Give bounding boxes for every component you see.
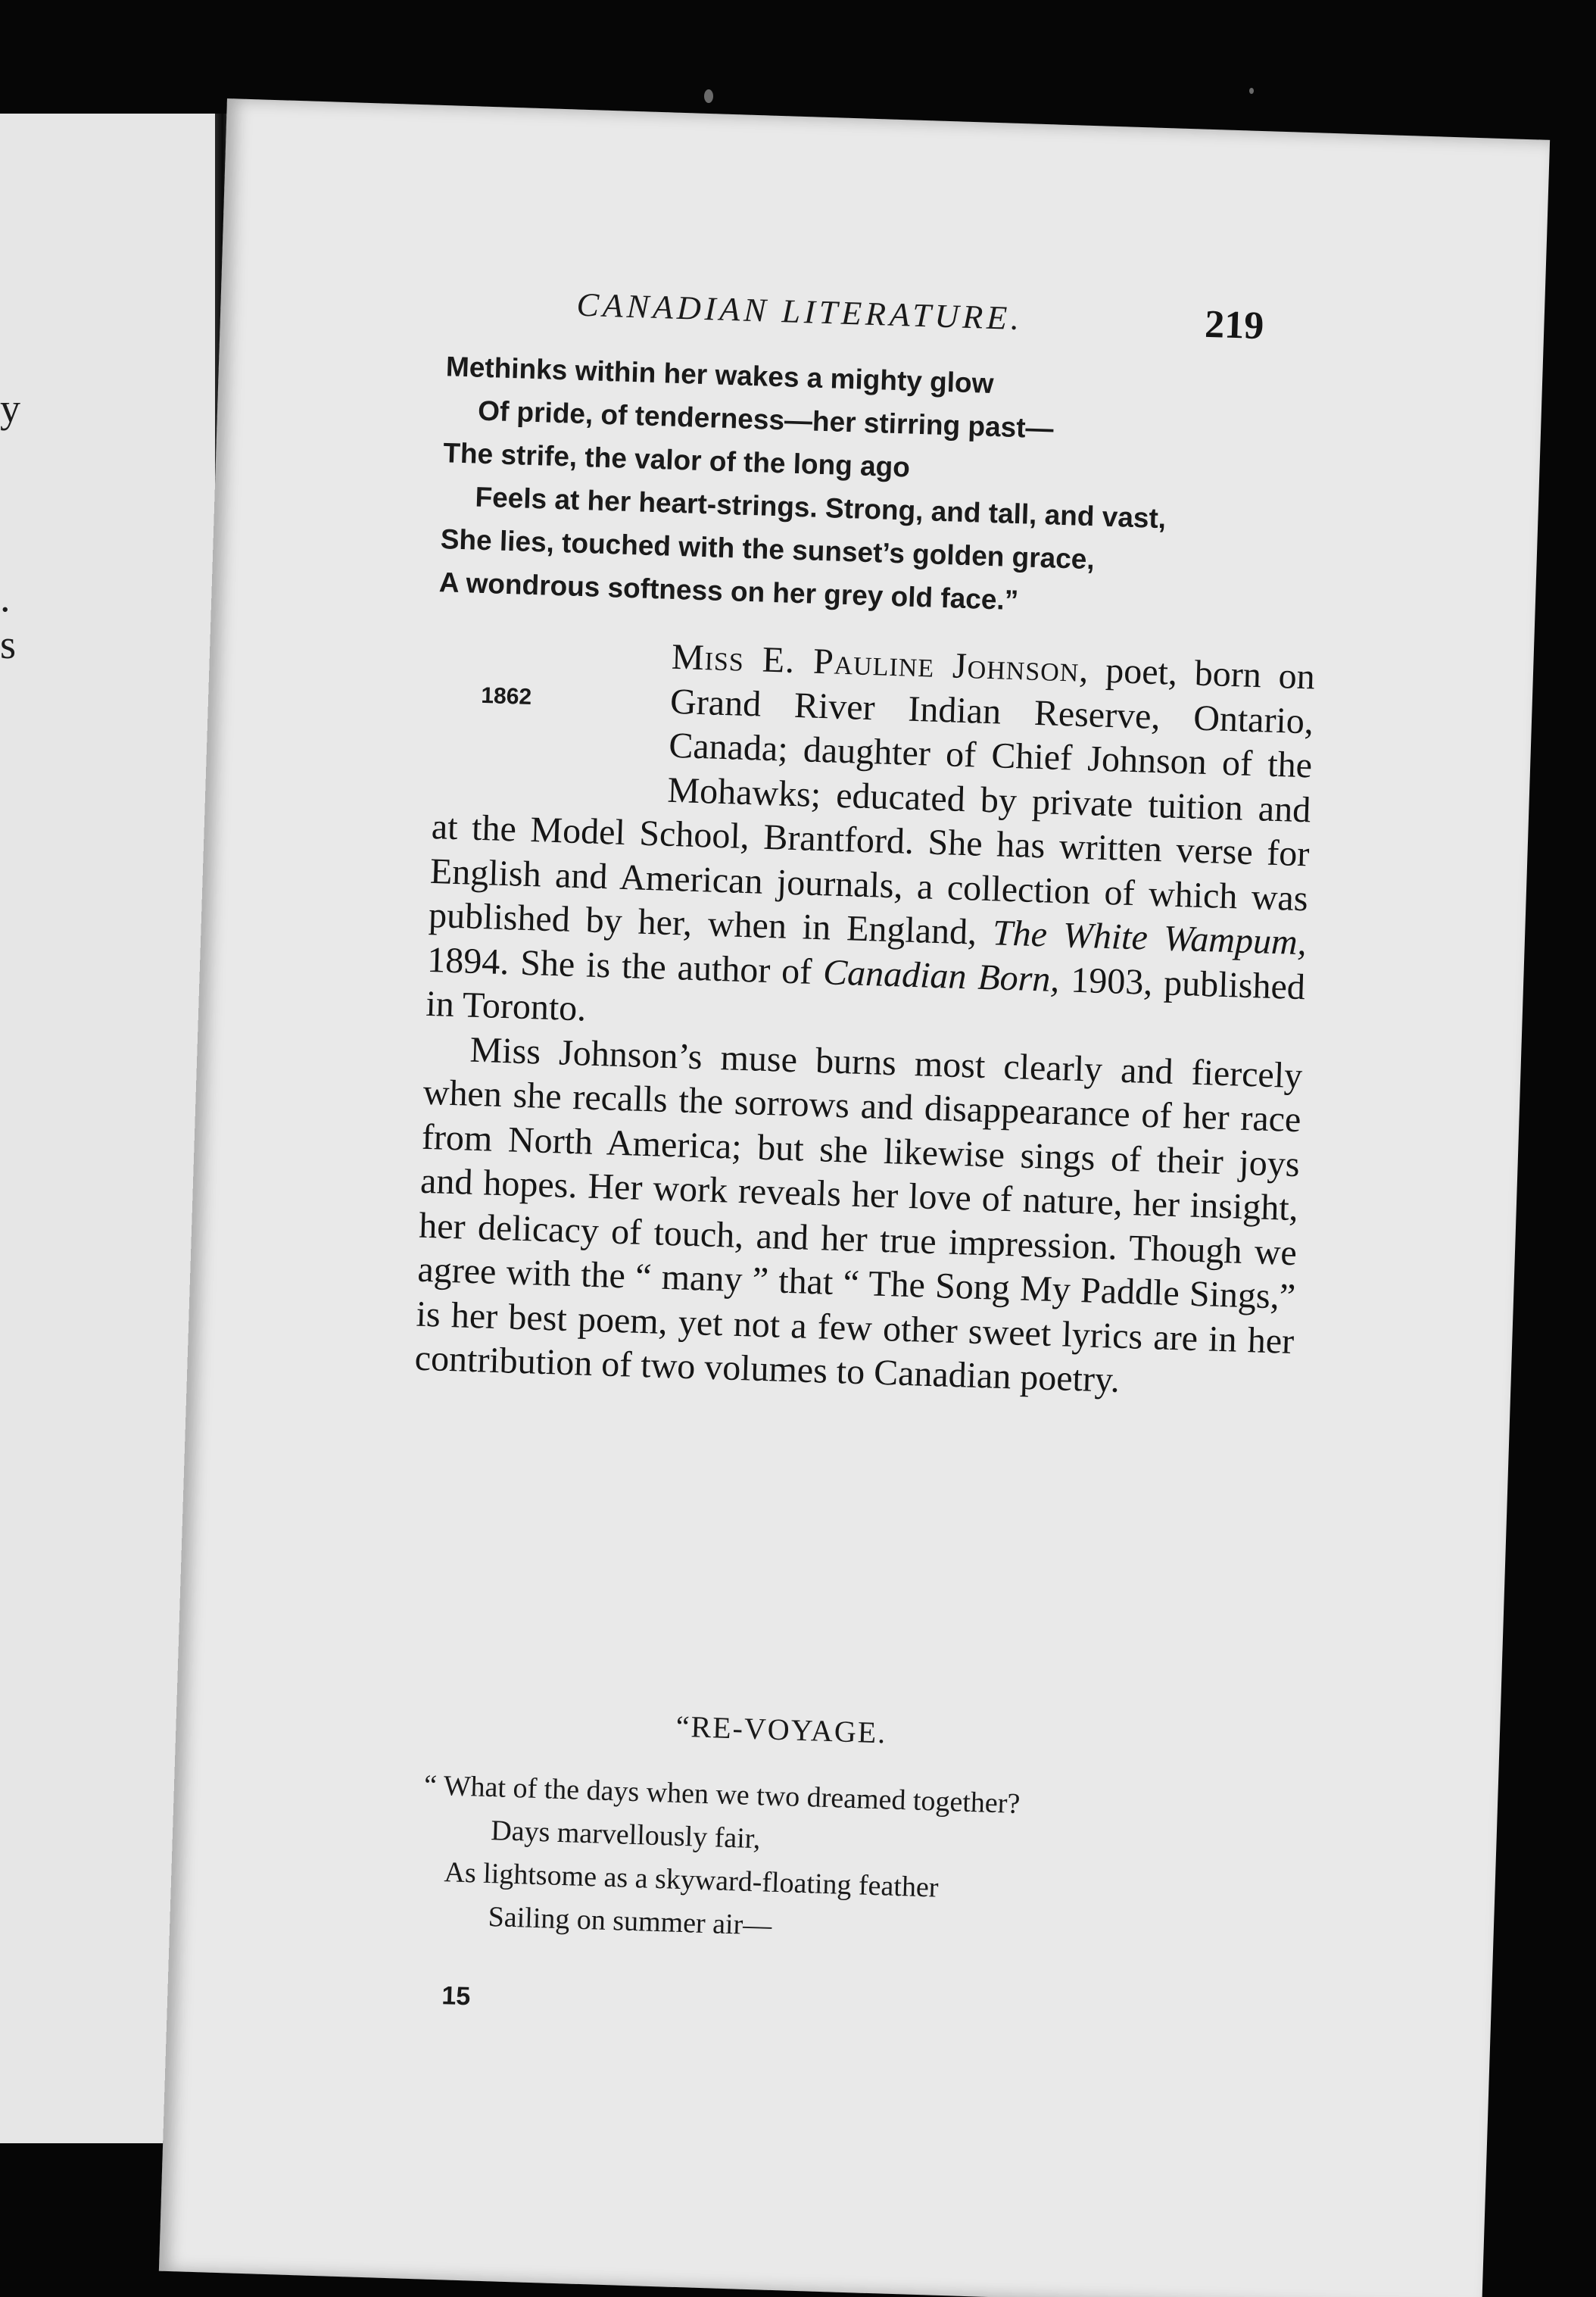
entry-text: 1894. She is the author of [426,939,813,992]
left-page-fragment: y [0,385,20,431]
signature-mark: 15 [441,1981,471,2011]
poem-line: The strife, the valor of the long ago [442,437,911,483]
birth-year-marginal: 1862 [480,682,532,710]
poem-title: “RE-VOYAGE. [675,1709,887,1750]
left-page-fragment: s [0,622,17,667]
poem-line: She lies, touched with the sunset’s golden grace, [440,523,1096,576]
poem-line: “ What of the days when we two dreamed together? [423,1769,1021,1820]
biographical-entry [414,628,1316,1408]
running-head: CANADIAN LITERATURE. [575,286,1024,338]
entry-text: , poet, born on Grand River Indian Reserve, Ontario, Canada; daughter of Chief Johnson of the Mohawks; educated by private tuition and at the Model School, Brantford. She has written verse for English and American journals, a collection of which was published by her, when in England, [428,649,1316,953]
re-voyage-poem [419,1764,1409,1968]
entry-paragraph: Miss Johnson’s muse burns most clearly and fiercely when she recalls the sorrows and disappearance of her race from North America; but she likewise sings of their joys and hopes. Her work reveals her love of nature, her insight, her delicacy of touch, and her true impression. Though we agree with the “ many ” that “ The Song My Paddle Sings,” is her best poem, yet not a few other sweet lyrics are in her contribution of two volumes to Canadian poetry. [414,1029,1304,1400]
scan-speck [1249,88,1254,94]
book-title: The White Wampum, [992,913,1308,963]
book-page [159,98,1550,2297]
page-number: 219 [1204,302,1265,348]
poem-line: A wondrous softness on her grey old face.” [438,566,1019,616]
entry-name: Miss E. Pauline Johnson [671,636,1080,690]
left-page-fragment: . [0,575,11,620]
poem-line: Of pride, of tenderness—her stirring past— [477,395,1055,445]
book-title: Canadian Born, [822,951,1061,1000]
poem-line: Feels at her heart-strings. Strong, and tall, and vast, [474,481,1167,535]
poem-line: Days marvellously fair, [490,1815,762,1855]
poem-line: Sailing on summer air— [488,1901,772,1942]
entry-text: 1903, published in Toronto. [425,960,1306,1029]
entry-paragraph [425,628,1316,1054]
poem-line: Methinks within her wakes a mighty glow [445,351,995,399]
quoted-poem [438,345,1430,635]
scan-speck [704,89,713,103]
poem-line: As lightsome as a skyward-floating feather [443,1856,940,1904]
